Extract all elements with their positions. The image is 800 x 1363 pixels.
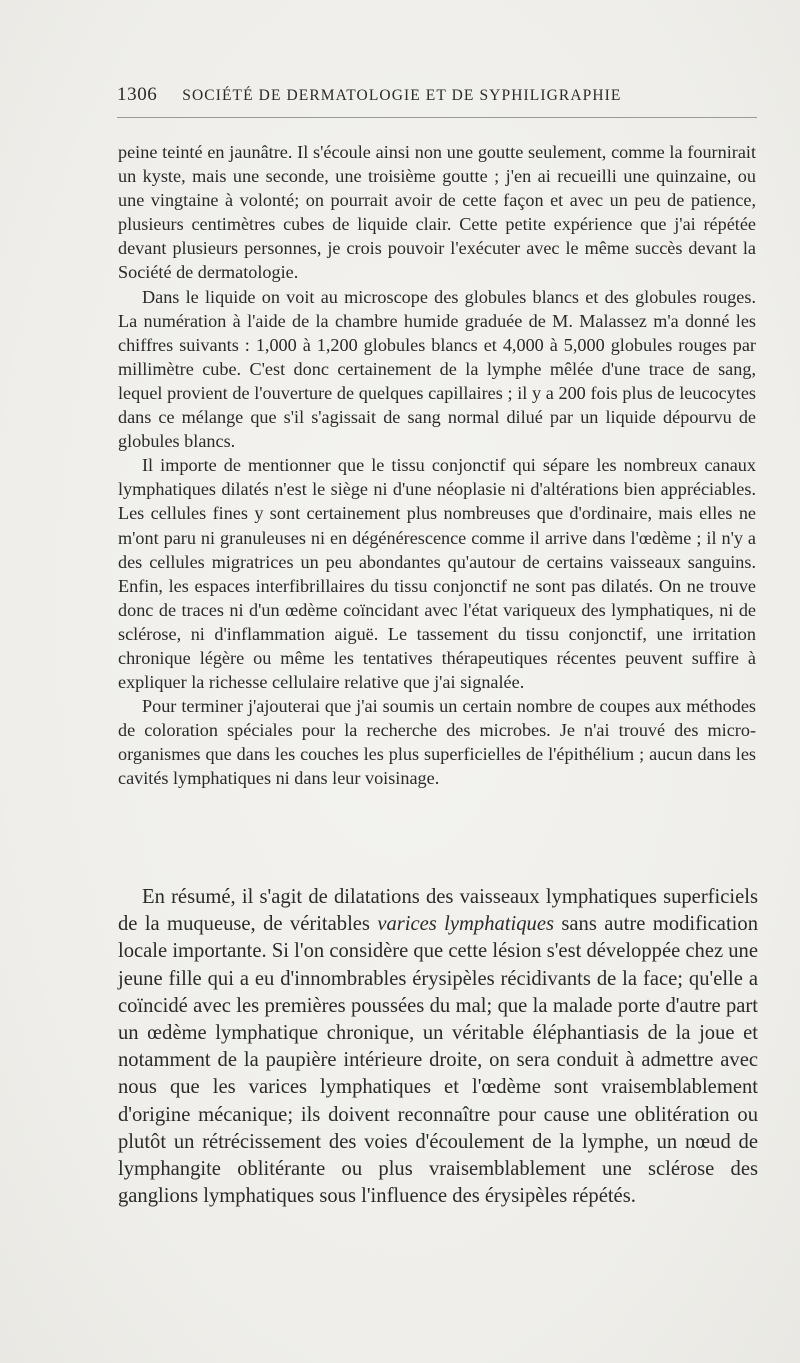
italic-term: varices lymphatiques (377, 913, 554, 936)
conclusion-paragraph (118, 884, 758, 1210)
header-rule (117, 117, 757, 118)
paragraph: Il importe de mentionner que le tissu conjonctif qui sépare les nombreux canaux lymphatiques dilatés n'est le siège ni d'une néoplasie ni d'altérations bien appréciables. Les cellules fines y sont certainement plus nombreuses que d'ordinaire, mais elles ne m'ont paru ni granuleuses ni en dégénérescence comme il arrive dans l'œdème ; il n'y a des cellules migratrices un peu abondantes qu'autour de certains vaisseaux sanguins. Enfin, les espaces interfibrillaires du tissu conjonctif ne sont pas dilatés. On ne trouve donc de traces ni d'un œdème coïncidant avec l'état variqueux des lymphatiques, ni de sclérose, ni d'inflammation aiguë. Le tassement du tissu conjonctif, une irritation chronique légère ou même les tentatives thérapeutiques récentes peuvent suffire à expliquer la richesse cellulaire relative que j'ai signalée. (118, 455, 756, 693)
paragraph: Pour terminer j'ajouterai que j'ai soumis un certain nombre de coupes aux méthodes de coloration spéciales pour la recherche des microbes. Je n'ai trouvé des micro-organismes que dans les couches les plus superficielles de l'épithélium ; aucun dans les cavités lymphatiques ni dans leur voisinage. (118, 696, 756, 789)
paragraph: Dans le liquide on voit au microscope des globules blancs et des globules rouges. La numération à l'aide de la chambre humide graduée de M. Malassez m'a donné les chiffres suivants : 1,000 à 1,200 globules blancs et 4,000 à 5,000 globules rouges par millimètre cube. C'est donc certainement de la lymphe mêlée d'une trace de sang, lequel provient de l'ouverture de quelques capillaires ; il y a 200 fois plus de leucocytes dans ce mélange que s'il s'agissait de sang normal dilué par un liquide dépourvu de globules blancs. (118, 286, 756, 452)
conclusion-text-start: En résumé, il s'agit de dilatations des vaisseaux lymphatiques superficiels de la muqueuse, de véritables (118, 886, 758, 936)
body-text-conclusion (118, 884, 758, 1210)
body-text-small (118, 140, 756, 791)
paragraph: peine teinté en jaunâtre. Il s'écoule ainsi non une goutte seulement, comme la fournirait un kyste, mais une seconde, une troisième goutte ; j'en ai recueilli une quinzaine, ou une vingtaine à volonté; on pourrait avoir de cette façon et avec un peu de patience, plusieurs centimètres cubes de liquide clair. Cette petite expérience que j'ai répétée devant plusieurs personnes, je crois pouvoir l'exécuter avec le même succès devant la Société de dermatologie. (118, 142, 756, 283)
running-head: SOCIÉTÉ DE DERMATOLOGIE ET DE SYPHILIGRAPHIE (182, 87, 622, 104)
page-number: 1306 (117, 84, 158, 105)
page-header (117, 84, 757, 114)
conclusion-text-end: sans autre modification locale importante. Si l'on considère que cette lésion s'est développée chez une jeune fille qui a eu d'innombrables érysipèles récidivants de la face; qu'elle a coïncidé avec les premières poussées du mal; que la malade porte d'autre part un œdème lymphatique chronique, un véritable éléphantiasis de la joue et notamment de la paupière intérieure droite, on sera conduit à admettre avec nous que les varices lymphatiques et l'œdème sont vraisemblablement d'origine mécanique; ils doivent reconnaître pour cause une oblitération ou plutôt un rétrécissement des voies d'écoulement de la lymphe, un nœud de lymphangite oblitérante ou plus vraisemblablement une sclérose des ganglions lymphatiques sous l'influence des érysipèles répétés. (118, 913, 758, 1208)
